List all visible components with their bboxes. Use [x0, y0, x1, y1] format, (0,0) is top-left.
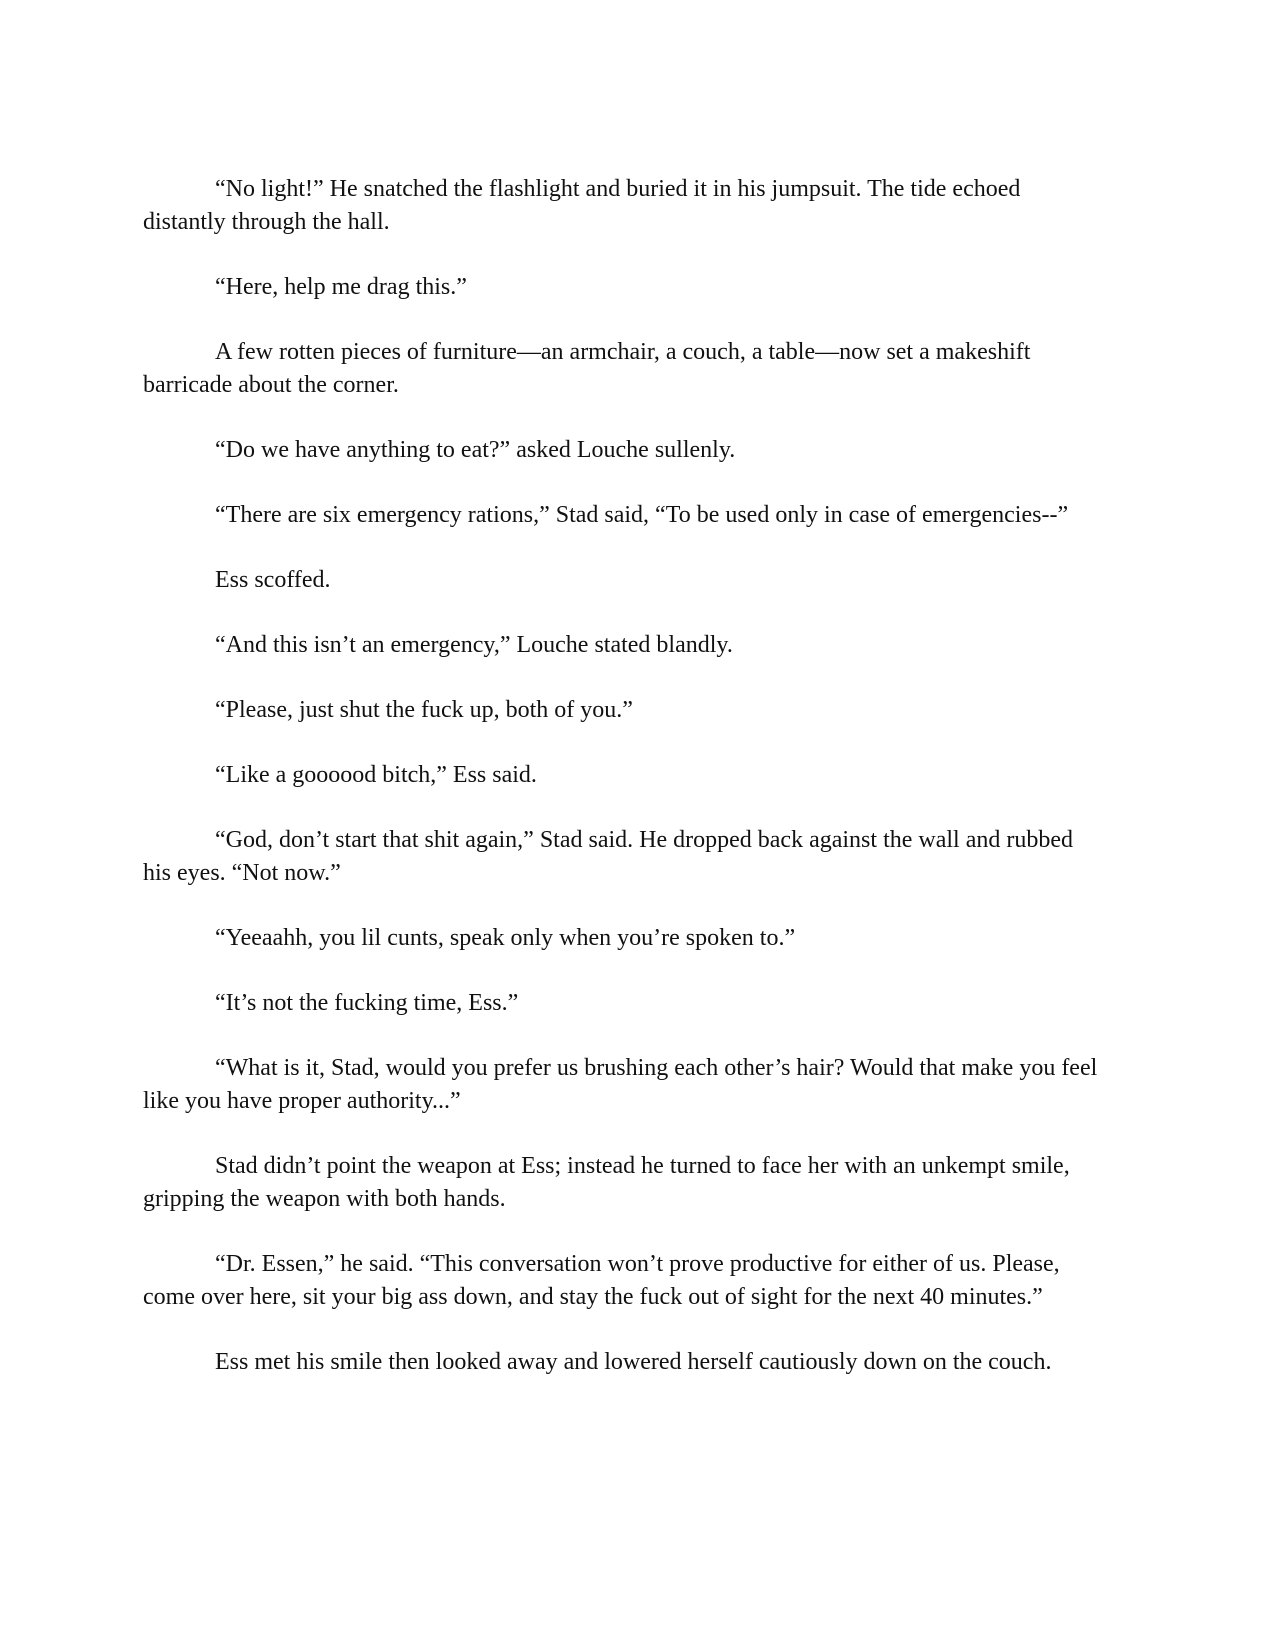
paragraph: “God, don’t start that shit again,” Stad said. He dropped back against the wall and rubbed his eyes. “Not now.”: [143, 827, 1073, 886]
paragraph: “Dr. Essen,” he said. “This conversation won’t prove productive for either of us. Please, come over here, sit your big ass down, and stay the fuck out of sight for the next 40 minutes.”: [143, 1251, 1060, 1310]
paragraph: “Yeeaahh, you lil cunts, speak only when you’re spoken to.”: [215, 925, 796, 951]
paragraph: “Here, help me drag this.”: [215, 274, 467, 300]
paragraph: “No light!” He snatched the flashlight and buried it in his jumpsuit. The tide echoed distantly through the hall.: [143, 176, 1021, 235]
paragraph: “Do we have anything to eat?” asked Louche sullenly.: [215, 437, 736, 463]
paragraph: “There are six emergency rations,” Stad said, “To be used only in case of emergencies--”: [215, 502, 1069, 528]
document-body: [143, 173, 1103, 1411]
paragraph: “What is it, Stad, would you prefer us brushing each other’s hair? Would that make you feel like you have proper authority...”: [143, 1055, 1098, 1114]
paragraph: Ess met his smile then looked away and lowered herself cautiously down on the couch.: [215, 1349, 1052, 1375]
paragraph: “It’s not the fucking time, Ess.”: [215, 990, 519, 1016]
paragraph: “And this isn’t an emergency,” Louche stated blandly.: [215, 632, 733, 658]
paragraph: “Like a goooood bitch,” Ess said.: [215, 762, 537, 788]
paragraph: Ess scoffed.: [215, 567, 331, 593]
paragraph: Stad didn’t point the weapon at Ess; instead he turned to face her with an unkempt smile, gripping the weapon with both hands.: [143, 1153, 1070, 1212]
paragraph: A few rotten pieces of furniture—an armchair, a couch, a table—now set a makeshift barricade about the corner.: [143, 339, 1031, 398]
paragraph: “Please, just shut the fuck up, both of you.”: [215, 697, 633, 723]
